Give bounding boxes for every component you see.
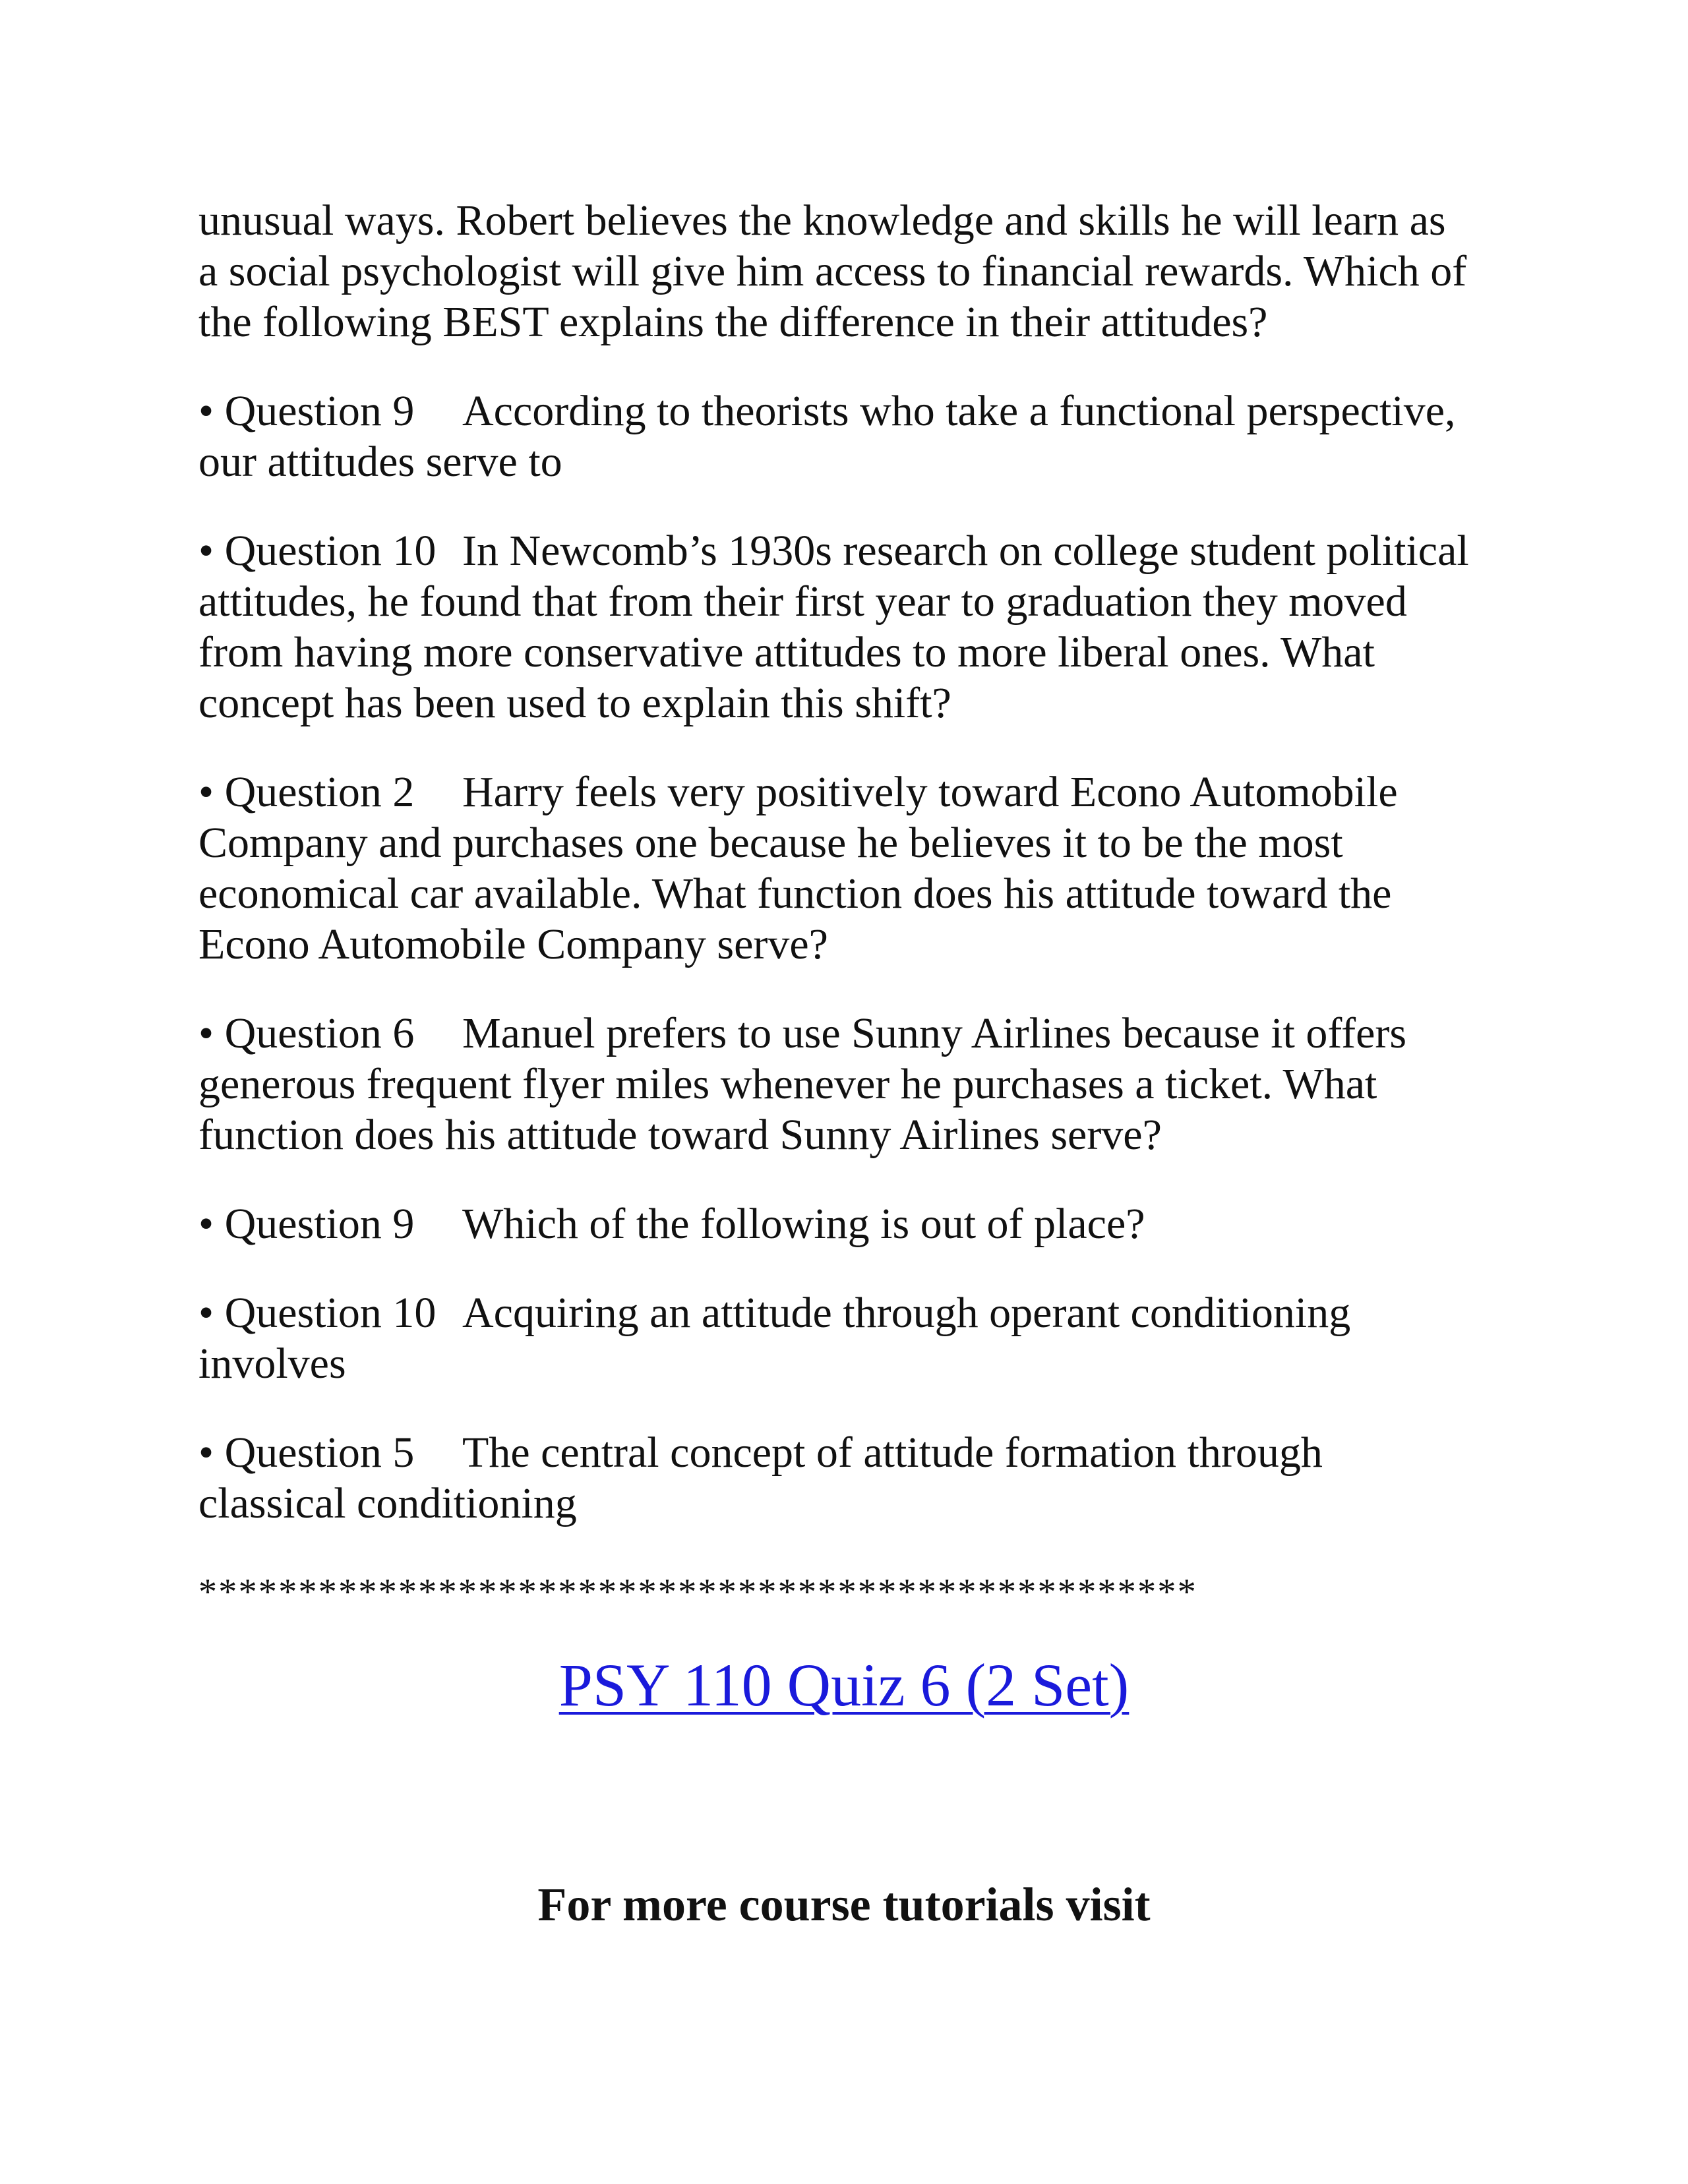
question-text: According to theorists who take a functional perspective, (462, 387, 1456, 435)
question-item (198, 1008, 1511, 1160)
question-text: Which of the following is out of place? (462, 1200, 1145, 1248)
question-text: Acquiring an attitude through operant conditioning (462, 1289, 1351, 1337)
question-item (198, 1198, 1511, 1249)
question-label: • Question 10 (198, 1289, 437, 1337)
separator-line: ************************************************** (198, 1572, 1197, 1612)
question-text-line: involves (198, 1340, 346, 1388)
question-label: • Question 5 (198, 1429, 415, 1477)
question-text-line: attitudes, he found that from their first year to graduation they moved (198, 577, 1407, 626)
question-text-line: concept has been used to explain this shift? (198, 679, 951, 727)
question-item (198, 386, 1511, 487)
question-text: Manuel prefers to use Sunny Airlines because it offers (462, 1009, 1407, 1057)
question-text: In Newcomb’s 1930s research on college student political (462, 527, 1469, 575)
question-item (198, 1287, 1511, 1389)
footer-heading: For more course tutorials visit (537, 1878, 1151, 1931)
question-item (198, 767, 1511, 970)
question-text-line: classical conditioning (198, 1479, 577, 1527)
document-body (198, 195, 1511, 1618)
question-text-line: generous frequent flyer miles whenever he purchases a ticket. What (198, 1060, 1377, 1108)
question-text-line: our attitudes serve to (198, 438, 562, 486)
question-text-line: economical car available. What function does his attitude toward the (198, 870, 1392, 918)
question-label: • Question 6 (198, 1009, 415, 1057)
question-text: The central concept of attitude formation through (462, 1429, 1323, 1477)
question-label: • Question 9 (198, 387, 415, 435)
question-item (198, 525, 1511, 728)
question-label: • Question 9 (198, 1200, 415, 1248)
intro-line: the following BEST explains the difference in their attitudes? (198, 298, 1268, 346)
question-text: Harry feels very positively toward Econo Automobile (462, 768, 1398, 816)
question-text-line: from having more conservative attitudes to more liberal ones. What (198, 628, 1375, 676)
question-item (198, 1427, 1511, 1529)
intro-line: a social psychologist will give him access to financial rewards. Which of (198, 247, 1467, 295)
question-text-line: function does his attitude toward Sunny Airlines serve? (198, 1111, 1162, 1159)
question-text-line: Econo Automobile Company serve? (198, 920, 828, 968)
intro-paragraph (198, 195, 1511, 347)
intro-line: unusual ways. Robert believes the knowledge and skills he will learn as (198, 196, 1446, 245)
question-label: • Question 2 (198, 768, 415, 816)
question-label: • Question 10 (198, 527, 437, 575)
question-text-line: Company and purchases one because he believes it to be the most (198, 819, 1343, 867)
course-link[interactable]: PSY 110 Quiz 6 (2 Set) (558, 1651, 1130, 1719)
